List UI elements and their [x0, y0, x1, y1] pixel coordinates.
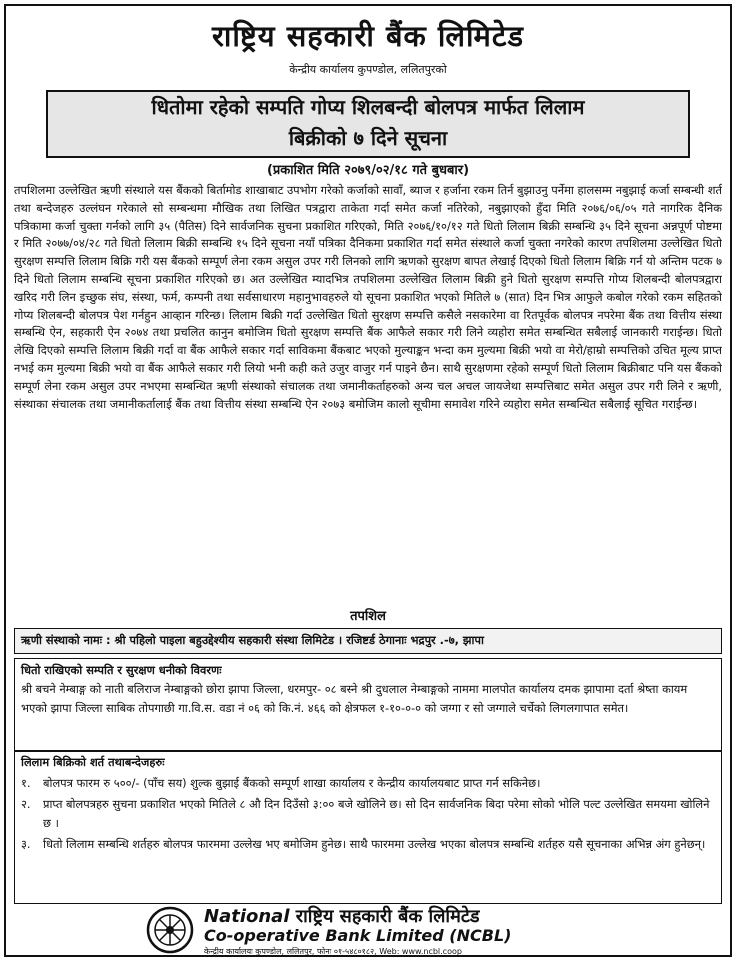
bank-logo-icon [146, 906, 194, 954]
details-heading: तपशिल [350, 609, 386, 624]
footer-contact: केन्द्रीय कार्यालयः कुपण्डोल, ललितपुर, फोनः ०१-५४८०१८२, Web: www.ncbl.coop [204, 947, 462, 956]
headline-line-1: धितोमा रहेको सम्पति गोप्य शिलबन्दी बोलपत्र मार्फत लिलाम [151, 95, 585, 119]
borrower-box: ऋणी संस्थाको नामः : श्री पहिलो पाइला बहुउद्देश्यीय सहकारी संस्था लिमिटेड । रजिष्टर्ड ठेगानाः भद्रपुर .-७, झापा [14, 628, 722, 654]
notice-page [4, 4, 732, 957]
registered-address-label: रजिष्टर्ड ठेगानाः [346, 633, 407, 647]
condition-item [21, 835, 715, 854]
notice-body-paragraph: तपशिलमा उल्लेखित ऋणी संस्थाले यस बैंकको बिर्तामोड शाखाबाट उपभोग गरेको कर्जाको सावाँ, ब्याज र हर्जाना रकम तिर्न बुझाउनु पर्नेमा हालसम्म नबुझाई कर्जा सम्बन्धी शर्त तथा बन्देजहरु उल्लंघन गरेकाले सो सम्बन्धमा मौखिक तथा लिखित पत्रद्वारा ताकेता गर्दा समेत कर्जा नतिरेको, नबुझाएको हुँदा मिति २०७६/०६/०५ गते नागरिक दैनिक पत्रिकामा कर्जा चुक्ता गर्नको लागि ३५ (पैतिस) दिने सार्वजनिक सुचना प्रकाशित गरिएको, मिति २०७६/१०/१२ गते धितो लिलाम बिक्री सम्बन्धि ३५ दिने सूचना अन्नपूर्ण पोष्टमा र मिति २०७७/०४/२८ गते धितो लिलाम बिक्री सम्बन्धि १५ दिने सूचना नयाँ पत्रिका दैनिकमा प्रकाशित गर्दा समेत संस्थाले कर्जा चुक्ता नगरेको कारण तपशिलमा उल्लेखित धितो सुरक्षण सम्पत्ति लिलाम बिक्रि गरी यस बैंकको सम्पूर्ण लेना रकम असुल उपर गरी लिनको लागि ऋणको सुरक्षण बापत लेखाई दिएको धितो लिलाम बिक्रि गर्न यो अन्तिम पटक ७ दिने धितो लिलाम सम्बन्धि सूचना प्रकाशित गरिएको छ। अत उल्लेखित म्यादभित्र तपशिलमा उल्लेखित लिलाम बिक्री हुने धितो सुरक्षण सम्पत्ति गोप्य शिलबन्दी बोलपत्रद्वारा खरिद गरी लिन इच्छुक संघ, संस्था, फर्म, कम्पनी तथा सर्वसाधारण महानुभावहरुले यो सूचना प्रकाशित भएको मितिले ७ (सात) दिन भित्र आफुले कबोल गरेको रकम सहितको गोप्य शिलबन्दी बोलपत्र पेश गर्नहुन आव्हान गरिन्छ। लिलाम बिक्री गर्दा उल्लेखित धितो सुरक्षण सम्पत्ति कसैले नसकारेमा वा रितपूर्वक बोलपत्र नपरेमा बैंक तथा वित्तीय संस्था सम्बन्धि ऐन, सहकारी ऐन २०७४ तथा प्रचलित कानुन बमोजिम धितो सुरक्षण सम्पत्ति बैंक आफैले सकार गरी लिने व्यहोरा समेत सम्बन्धित सबैलाई जानकारी गराईन्छ। धितो लेखि दिएको सम्पत्ति लिलाम बिक्री गर्दा वा बैंक आफैले सकार गर्दा साविकमा बैंकबाट भएको मुल्याङ्कन भन्दा कम मुल्यमा बिक्री भयो वा मेरो/हाम्रो सम्पत्तिको उचित मूल्य प्राप्त नभई कम मुल्यमा बिक्री भयो वा बैंक आफैले सकार गरी लियो भनी कही कते उजुर वाजुर गर्न पाइने छैन। साथै सुरक्षणमा रहेको सम्पूर्ण धितो लिलाम बिक्रीबाट पनि यस बैंकको सम्पूर्ण लेना रकम असुल उपर नभएमा सम्बन्धित ऋणी संस्थाको संचालक तथा जमानीकर्ताहरुको अन्य चल अचल जायजेथा सम्पत्तिबाट समेत असुल उपर गरी लिने र ऋणी, संस्थाका संचालक तथा जमानीकर्तालाई बैंक तथा वित्तीय संस्था सम्बन्धि ऐन २०७३ बमोजिम कालो सूचीमा समावेश गरिने व्यहोरा समेत सम्बन्धित सबैलाई सूचित गराईन्छ। [14, 183, 722, 411]
footer-national: National [204, 906, 290, 927]
condition-number: २. [21, 797, 31, 811]
collateral-text: श्री बचने नेम्बाङ्ग को नाती बलिराज नेम्बाङ्गको छोरा झापा जिल्ला, धरमपुर- ०८ बस्ने श्री दुधलाल नेम्बाङ्गको नाममा मालपोत कार्यालय दमक झापामा दर्ता श्रेष्ता कायम भएको झापा जिल्ला साबिक तोपगाछी गा.वि.स. वडा नं ०६ को कि.नं. ४६६ को क्षेत्रफल १-१०-०-० को जग्गा र सो जग्गाले चर्चेको लिगलगापात समेत। [21, 682, 688, 715]
notice-headline [46, 90, 690, 158]
condition-text: धितो लिलाम सम्बन्धि शर्तहरु बोलपत्र फारममा उल्लेख भए बमोजिम हुनेछ। साथै फारममा उल्लेख भएका बोलपत्र सम्बन्धि शर्तहरु यसै सूचनाका अभिन्न अंग हुनेछन्। [43, 837, 706, 851]
bank-office-address: केन्द्रीय कार्यालय कुपण्डोल, ललितपुरको [289, 63, 447, 76]
footer-name-line [204, 904, 480, 928]
condition-text: प्राप्त बोलपत्रहरु सुचना प्रकाशित भएको मितिले ८ औ दिन दिउँसो ३:०० बजे खोलिने छ। सो दिन सार्वजनिक बिदा परेमा सोको भोलि पल्ट उल्लेखित समयमा खोलिने छ । [43, 797, 710, 830]
conditions-heading: लिलाम बिक्रिको शर्त तथाबन्देजहरुः [21, 755, 165, 769]
headline-line-2: बिक्रीको ७ दिने सूचना [288, 126, 448, 150]
collateral-box [14, 658, 722, 752]
condition-text: बोलपत्र फारम रु ५००/- (पाँच सय) शुल्क बुझाई बैंकको सम्पूर्ण शाखा कार्यालय र केन्द्रीय कार्यालयबाट प्राप्त गर्न सकिनेछ। [43, 776, 541, 790]
collateral-heading: धितो राखिएको सम्पति र सुरक्षण धनीको विवरणः [21, 663, 222, 677]
registered-address: भद्रपुर .-७, झापा [410, 633, 484, 647]
borrower-label: ऋणी संस्थाको नामः : [21, 633, 111, 647]
borrower-name: श्री पहिलो पाइला बहुउद्देश्यीय सहकारी संस्था लिमिटेड [114, 633, 334, 647]
conditions-box [14, 750, 722, 904]
condition-item [21, 795, 715, 833]
publication-date: (प्रकाशित मिति २०७९/०२/१८ गते बुधबार) [266, 163, 470, 178]
condition-item [21, 774, 715, 793]
condition-number: १. [21, 776, 31, 790]
bank-title: राष्ट्रिय सहकारी बैंक लिमिटेड [211, 19, 525, 53]
footer-bank-name-en: Co-operative Bank Limited (NCBL) [204, 926, 512, 945]
condition-number: ३. [21, 837, 31, 851]
bank-footer [146, 904, 606, 958]
footer-bank-name-np: राष्ट्रिय सहकारी बैंक लिमिटेड [295, 906, 480, 927]
